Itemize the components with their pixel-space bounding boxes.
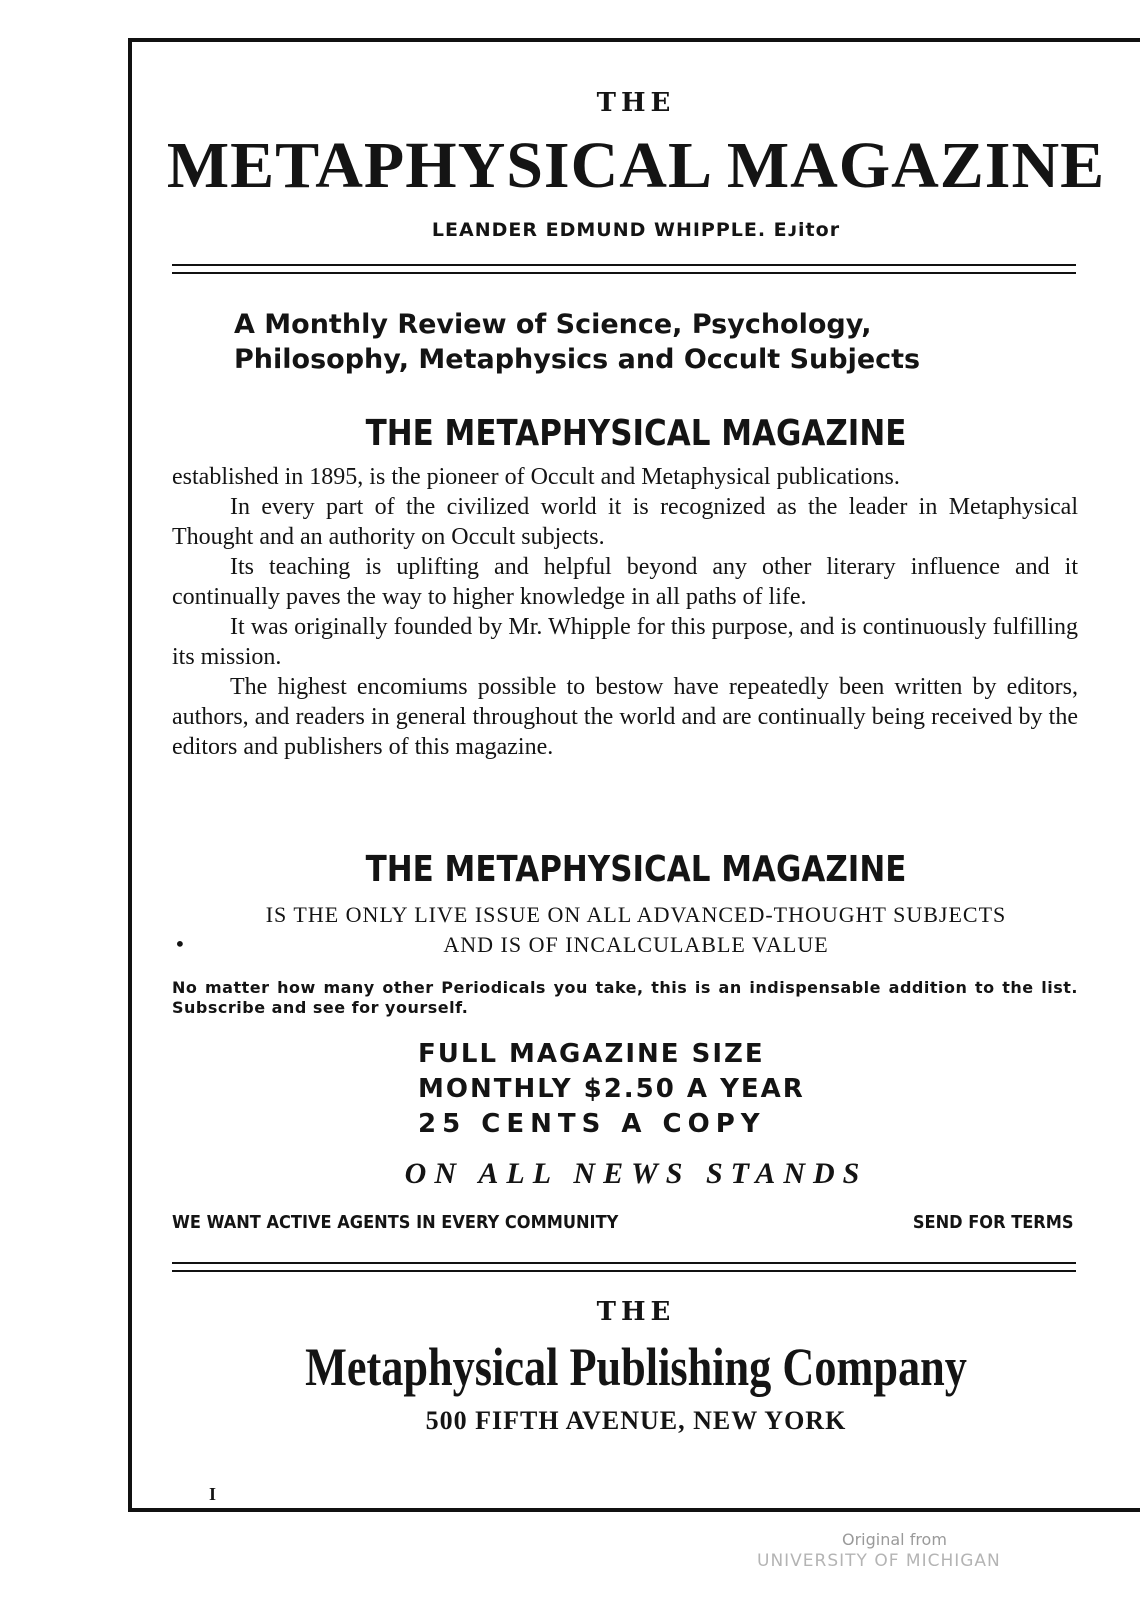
paragraph: The highest encomiums possible to bestow have repeatedly been written by editors, authors, and readers in general throughout the world and are continually being received by the editors and publishers of this magazine.: [172, 674, 1078, 760]
top-rule-1: [172, 264, 1076, 266]
price-line-copy: 25 CENTS A COPY: [418, 1109, 766, 1139]
paragraph: In every part of the civilized world it is recognized as the leader in Metaphysical Thought and an authority on Occult subjects.: [172, 494, 1078, 550]
paragraph: Its teaching is uplifting and helpful beyond any other literary influence and it continually paves the way to higher knowledge in all paths of life.: [172, 554, 1078, 610]
bottom-rule-2: [172, 1270, 1076, 1272]
publisher-name: Metaphysical Publishing Company: [305, 1337, 967, 1397]
bullet-mark: •: [174, 932, 186, 956]
agents-wanted: WE WANT ACTIVE AGENTS IN EVERY COMMUNITY: [172, 1212, 619, 1233]
section1-heading: THE METAPHYSICAL MAGAZINE: [365, 413, 907, 454]
price-line-size: FULL MAGAZINE SIZE: [418, 1039, 765, 1069]
watermark-line2: UNIVERSITY OF MICHIGAN: [757, 1551, 1001, 1571]
publisher-the: THE: [596, 1297, 676, 1327]
subscribe-note: No matter how many other Periodicals you take, this is an indispensable addition to the list. Subscribe and see for yourself.: [172, 978, 1078, 1017]
watermark-line1: Original from: [842, 1530, 947, 1549]
paragraph: established in 1895, is the pioneer of Occult and Metaphysical publications.: [172, 464, 900, 490]
tagline-line1: A Monthly Review of Science, Psychology,: [234, 309, 872, 340]
editor-line: LEANDER EDMUND WHIPPLE. Eᴊitor: [431, 219, 841, 241]
masthead-the: THE: [596, 88, 676, 118]
section2-heading: THE METAPHYSICAL MAGAZINE: [365, 849, 907, 890]
description-body: [172, 462, 1078, 762]
publisher-address: 500 FIFTH AVENUE, NEW YORK: [425, 1406, 847, 1435]
price-line-yearly: MONTHLY $2.50 A YEAR: [418, 1074, 805, 1104]
tagline-line2: Philosophy, Metaphysics and Occult Subjects: [234, 344, 921, 375]
send-for-terms: SEND FOR TERMS: [913, 1212, 1074, 1233]
caps-line-1: IS THE ONLY LIVE ISSUE ON ALL ADVANCED-THOUGHT SUBJECTS: [265, 902, 1007, 927]
paragraph: It was originally founded by Mr. Whipple for this purpose, and is continuously fulfilling its mission.: [172, 614, 1078, 670]
page-number: I: [209, 1484, 217, 1504]
newsstands-line: ON ALL NEWS STANDS: [404, 1157, 868, 1190]
advertisement-frame: [128, 38, 1140, 1512]
magazine-title: METAPHYSICAL MAGAZINE: [166, 129, 1106, 202]
caps-line-2: AND IS OF INCALCULABLE VALUE: [443, 932, 829, 957]
top-rule-2: [172, 272, 1076, 274]
bottom-rule-1: [172, 1262, 1076, 1264]
